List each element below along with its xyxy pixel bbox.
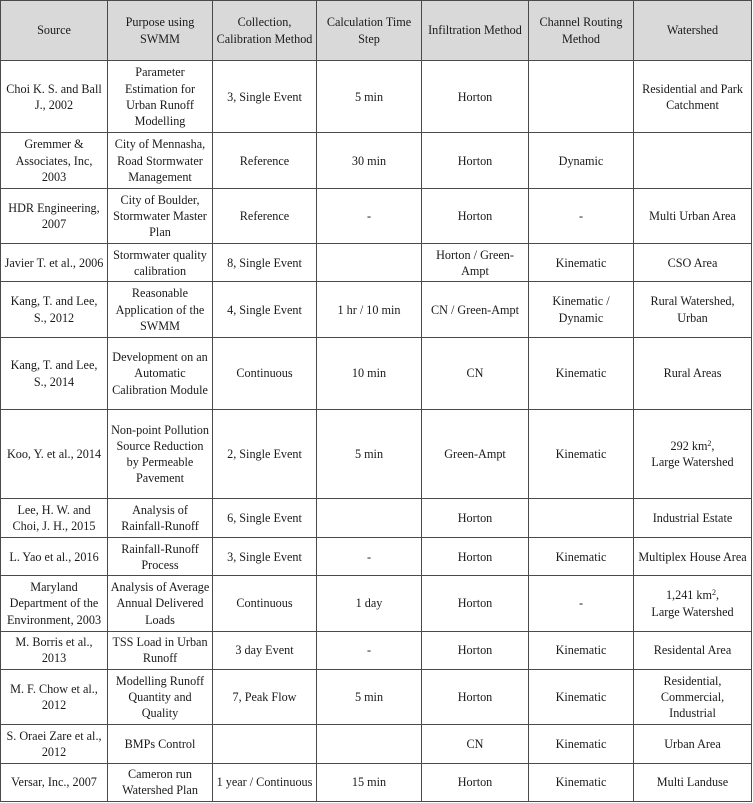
header-watershed: Watershed <box>634 1 752 61</box>
table-row <box>1 282 752 337</box>
table-row <box>1 631 752 669</box>
cell-routing <box>529 498 634 537</box>
cell-watershed: Residental Area <box>634 631 752 669</box>
table-row <box>1 763 752 801</box>
cell-routing: Kinematic <box>529 538 634 576</box>
cell-purpose: Development on an Automatic Calibration Module <box>108 337 213 409</box>
cell-purpose: Modelling Runoff Quantity and Quality <box>108 670 213 725</box>
cell-routing <box>529 61 634 133</box>
cell-purpose: BMPs Control <box>108 725 213 763</box>
cell-source: Kang, T. and Lee, S., 2012 <box>1 282 108 337</box>
table-row <box>1 337 752 409</box>
cell-timestep: - <box>317 631 422 669</box>
cell-purpose: City of Mennasha, Road Stormwater Management <box>108 133 213 188</box>
cell-routing: Kinematic <box>529 244 634 282</box>
cell-purpose: Stormwater quality calibration <box>108 244 213 282</box>
cell-source: Lee, H. W. and Choi, J. H., 2015 <box>1 498 108 537</box>
cell-purpose: Analysis of Average Annual Delivered Loads <box>108 576 213 631</box>
cell-watershed <box>634 576 752 631</box>
cell-collection: 6, Single Event <box>213 498 317 537</box>
cell-watershed: Multi Landuse <box>634 763 752 801</box>
cell-routing: Kinematic <box>529 631 634 669</box>
cell-routing: - <box>529 188 634 243</box>
cell-timestep: - <box>317 538 422 576</box>
cell-collection: 2, Single Event <box>213 410 317 499</box>
table-row <box>1 725 752 763</box>
cell-watershed: Rural Watershed, Urban <box>634 282 752 337</box>
cell-watershed: Urban Area <box>634 725 752 763</box>
cell-watershed: Residential, Commercial, Industrial <box>634 670 752 725</box>
cell-purpose: TSS Load in Urban Runoff <box>108 631 213 669</box>
cell-infiltration: Horton <box>422 498 529 537</box>
cell-routing: Kinematic <box>529 725 634 763</box>
cell-purpose: Analysis of Rainfall-Runoff <box>108 498 213 537</box>
cell-timestep: 15 min <box>317 763 422 801</box>
cell-timestep <box>317 498 422 537</box>
cell-infiltration: Horton <box>422 61 529 133</box>
cell-collection: Continuous <box>213 337 317 409</box>
cell-collection: 8, Single Event <box>213 244 317 282</box>
cell-source: Choi K. S. and Ball J., 2002 <box>1 61 108 133</box>
cell-collection: 3, Single Event <box>213 538 317 576</box>
header-routing: Channel Routing Method <box>529 1 634 61</box>
cell-collection: 7, Peak Flow <box>213 670 317 725</box>
cell-routing: Kinematic <box>529 337 634 409</box>
cell-timestep: 5 min <box>317 410 422 499</box>
cell-watershed: Multi Urban Area <box>634 188 752 243</box>
watershed-type: Large Watershed <box>651 455 734 470</box>
cell-collection: Continuous <box>213 576 317 631</box>
cell-routing: Kinematic <box>529 763 634 801</box>
cell-infiltration: Horton <box>422 133 529 188</box>
cell-routing: Dynamic <box>529 133 634 188</box>
table-row <box>1 188 752 243</box>
cell-infiltration: Horton <box>422 670 529 725</box>
watershed-area-value: 1,241 km <box>665 588 712 603</box>
header-infiltration: Infiltration Method <box>422 1 529 61</box>
cell-timestep: 10 min <box>317 337 422 409</box>
table-row <box>1 498 752 537</box>
cell-purpose: City of Boulder, Stormwater Master Plan <box>108 188 213 243</box>
cell-collection: 3 day Event <box>213 631 317 669</box>
superscript-exponent: 2 <box>712 588 716 598</box>
table-row <box>1 61 752 133</box>
cell-infiltration: Horton <box>422 538 529 576</box>
cell-watershed <box>634 133 752 188</box>
cell-timestep: 5 min <box>317 61 422 133</box>
table-row <box>1 410 752 499</box>
watershed-area-comma: , <box>711 438 715 453</box>
cell-timestep: 5 min <box>317 670 422 725</box>
header-timestep: Calculation Time Step <box>317 1 422 61</box>
cell-source: HDR Engineering, 2007 <box>1 188 108 243</box>
cell-collection: 1 year / Continuous <box>213 763 317 801</box>
cell-purpose: Rainfall-Runoff Process <box>108 538 213 576</box>
cell-watershed: CSO Area <box>634 244 752 282</box>
table-row <box>1 244 752 282</box>
header-source: Source <box>1 1 108 61</box>
superscript-exponent: 2 <box>707 438 712 448</box>
cell-timestep: 1 hr / 10 min <box>317 282 422 337</box>
cell-source: Javier T. et al., 2006 <box>1 244 108 282</box>
cell-routing: Kinematic <box>529 670 634 725</box>
cell-infiltration: Horton / Green-Ampt <box>422 244 529 282</box>
header-collection: Collection, Calibration Method <box>213 1 317 61</box>
cell-routing: - <box>529 576 634 631</box>
cell-collection: Reference <box>213 188 317 243</box>
cell-watershed: Multiplex House Area <box>634 538 752 576</box>
cell-source: L. Yao et al., 2016 <box>1 538 108 576</box>
cell-infiltration: Horton <box>422 188 529 243</box>
table-header-row <box>1 1 752 61</box>
cell-timestep <box>317 244 422 282</box>
cell-source: Gremmer & Associates, Inc, 2003 <box>1 133 108 188</box>
cell-watershed <box>634 410 752 499</box>
table-row <box>1 538 752 576</box>
cell-source: M. F. Chow et al., 2012 <box>1 670 108 725</box>
watershed-type: Large Watershed <box>651 604 734 619</box>
cell-infiltration: Horton <box>422 631 529 669</box>
cell-routing: Kinematic / Dynamic <box>529 282 634 337</box>
cell-infiltration: Horton <box>422 576 529 631</box>
cell-infiltration: CN <box>422 337 529 409</box>
cell-watershed: Rural Areas <box>634 337 752 409</box>
cell-infiltration: Horton <box>422 763 529 801</box>
cell-collection: 3, Single Event <box>213 61 317 133</box>
cell-timestep: 30 min <box>317 133 422 188</box>
cell-routing: Kinematic <box>529 410 634 499</box>
cell-watershed: Industrial Estate <box>634 498 752 537</box>
cell-collection: 4, Single Event <box>213 282 317 337</box>
cell-source: Versar, Inc., 2007 <box>1 763 108 801</box>
cell-source: Maryland Department of the Environment, 2003 <box>1 576 108 631</box>
cell-timestep: - <box>317 188 422 243</box>
watershed-area-comma: , <box>716 588 720 603</box>
cell-purpose: Cameron run Watershed Plan <box>108 763 213 801</box>
cell-source: S. Oraei Zare et al., 2012 <box>1 725 108 763</box>
cell-purpose: Parameter Estimation for Urban Runoff Modelling <box>108 61 213 133</box>
cell-infiltration: Green-Ampt <box>422 410 529 499</box>
cell-timestep <box>317 725 422 763</box>
table-row <box>1 133 752 188</box>
cell-purpose: Non-point Pollution Source Reduction by Permeable Pavement <box>108 410 213 499</box>
table-row <box>1 576 752 631</box>
cell-infiltration: CN <box>422 725 529 763</box>
watershed-area-value: 292 km <box>670 438 708 453</box>
cell-source: M. Borris et al., 2013 <box>1 631 108 669</box>
table-row <box>1 670 752 725</box>
cell-infiltration: CN / Green-Ampt <box>422 282 529 337</box>
cell-timestep: 1 day <box>317 576 422 631</box>
cell-purpose: Reasonable Application of the SWMM <box>108 282 213 337</box>
cell-collection: Reference <box>213 133 317 188</box>
cell-source: Kang, T. and Lee, S., 2014 <box>1 337 108 409</box>
cell-source: Koo, Y. et al., 2014 <box>1 410 108 499</box>
header-purpose: Purpose using SWMM <box>108 1 213 61</box>
cell-collection <box>213 725 317 763</box>
cell-watershed: Residential and Park Catchment <box>634 61 752 133</box>
